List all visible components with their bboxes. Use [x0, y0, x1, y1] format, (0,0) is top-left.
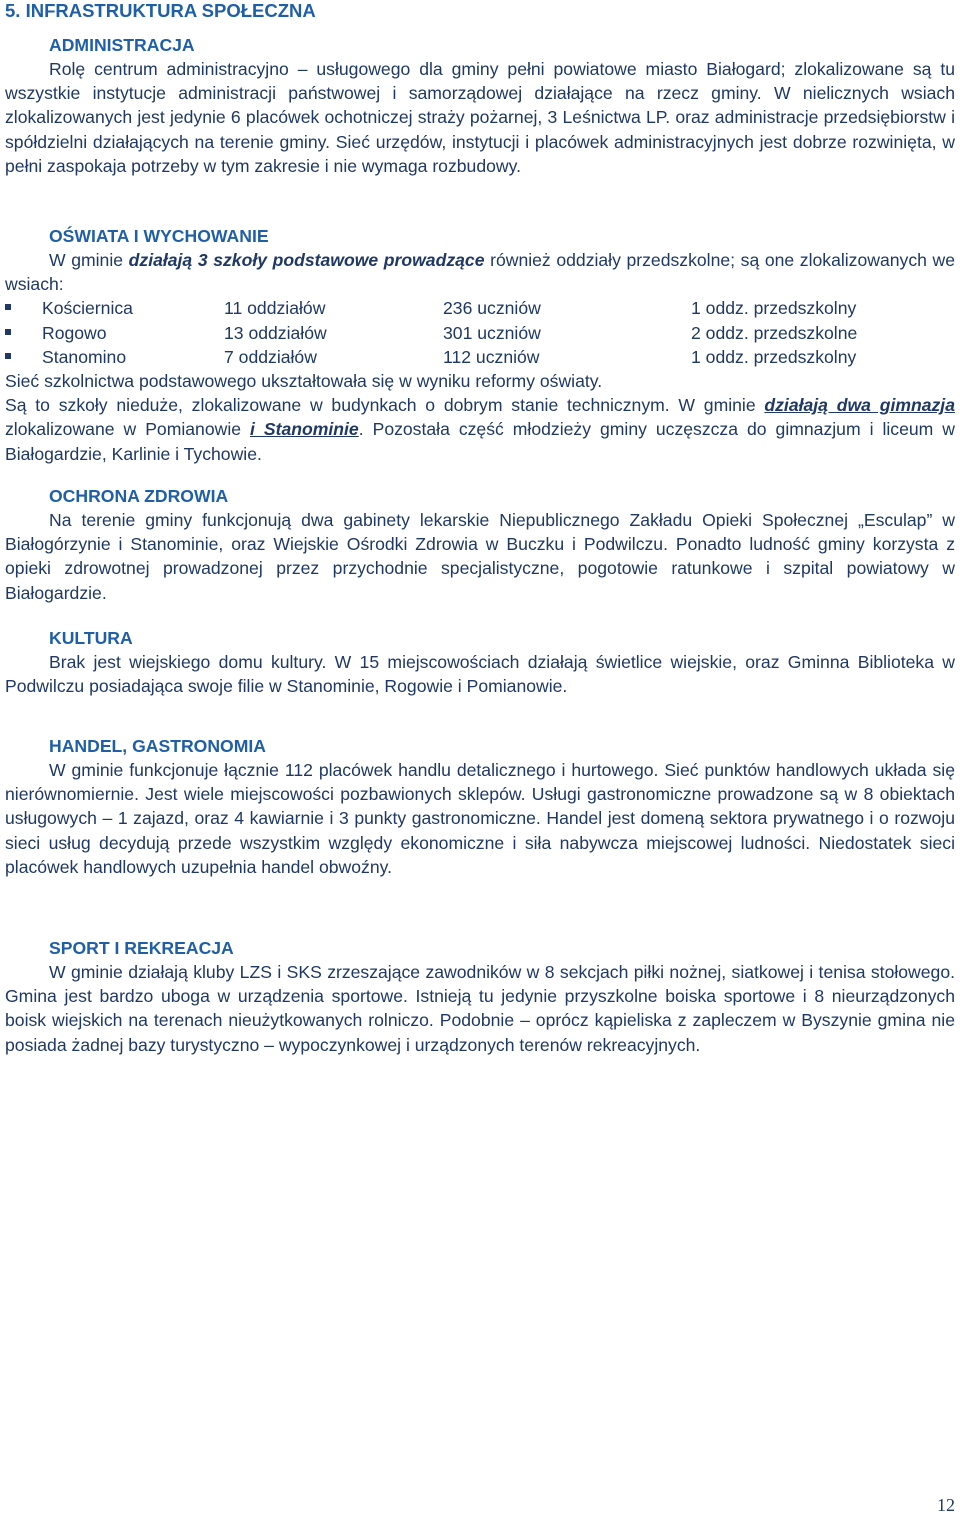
- school-name: Stanomino: [42, 346, 127, 367]
- school-branches: 7 oddziałów: [224, 346, 317, 367]
- school-preschool: 1 oddz. przedszkolny: [691, 346, 857, 367]
- section-zdrowie: [5, 484, 955, 605]
- school-students: 236 uczniów: [443, 298, 541, 319]
- p2-text-a: Są to szkoły nieduże, zlokalizowane w budynkach o dobrym stanie technicznym. W gminie: [5, 395, 765, 416]
- section-kultura: [5, 626, 955, 698]
- paragraph-oswiata-gimnazja: [5, 393, 955, 466]
- list-item: [5, 345, 955, 369]
- section-heading-administracja: ADMINISTRACJA: [49, 35, 195, 55]
- paragraph-handel: W gminie funkcjonuje łącznie 112 placówek handlu detalicznego i hurtowego. Sieć punktów handlowych układa się nierównomiernie. Jest wiele miejscowości pozbawionych sklepów. Usługi gastronomiczne prowadzone są w 8 obiektach usługowych – 1 zajazd, oraz 4 kawiarnie i 3 punkty gastronomiczne. Handel jest domeną sektora prywatnego i o rozwoju sieci usług decydują przede wszystkim względy ekonomiczne i siła nabywcza miejscowej ludności. Niedostatek sieci placówek handlowych uzupełnia handel obwoźny.: [5, 760, 955, 877]
- school-students: 112 uczniów: [443, 346, 540, 367]
- section-administracja: [5, 33, 955, 178]
- intro-text-1: W gminie: [49, 250, 129, 270]
- page-number: 12: [937, 1495, 955, 1515]
- school-list: [5, 296, 955, 369]
- square-bullet-icon: [5, 304, 11, 310]
- section-oswiata: [5, 224, 955, 466]
- section-heading-sport: SPORT I REKREACJA: [49, 938, 234, 958]
- p2-text-e: . Pozostała część młodzieży gminy uczęszcza do gimnazjum i liceum w Białogardzie, Karlinie i Tychowie.: [5, 419, 955, 464]
- section-sport: [5, 936, 955, 1057]
- p2-emphasis-gimnazja: działają dwa gimnazja: [764, 395, 955, 416]
- paragraph-sport: W gminie działają kluby LZS i SKS zrzeszające zawodników w 8 sekcjach piłki nożnej, siatkowej i tenisa stołowego. Gmina jest bardzo uboga w urządzenia sportowe. Istnieją tu jedynie przyszkolne boiska sportowe i 8 nieurządzonych boisk wiejskich na terenach nieużytkowanych rolniczo. Podobnie – oprócz kąpieliska z zapleczem w Byszynie gmina nie posiada żadnej bazy turystyczno – wypoczynkowej i urządzonych terenów rekreacyjnych.: [5, 962, 955, 1055]
- school-name: Rogowo: [42, 322, 107, 343]
- paragraph-oswiata-intro: [5, 248, 955, 296]
- chapter-title: 5. INFRASTRUKTURA SPOŁECZNA: [5, 0, 316, 21]
- section-handel: [5, 734, 955, 879]
- paragraph-administracja: Rolę centrum administracyjno – usługowego dla gminy pełni powiatowe miasto Białogard; zlokalizowane są tu wszystkie instytucje administracji państwowej i samorządowej działające na rzecz gminy. W nielicznych wsiach zlokalizowanych jest jedynie 6 placówek ochotniczej straży pożarnej, 3 Leśnictwa LP. oraz administracje przedsiębiorstw i spółdzielni działających na terenie gminy. Sieć urzędów, instytucji i placówek administracyjnych jest dobrze rozwinięta, w pełni zaspokaja potrzeby w tym zakresie i nie wymaga rozbudowy.: [5, 59, 955, 176]
- school-name: Kościernica: [42, 298, 133, 319]
- school-branches: 11 oddziałów: [224, 298, 326, 319]
- section-heading-zdrowie: OCHRONA ZDROWIA: [49, 486, 229, 506]
- square-bullet-icon: [5, 353, 11, 359]
- section-heading-handel: HANDEL, GASTRONOMIA: [49, 736, 266, 756]
- list-item: [5, 296, 955, 320]
- paragraph-kultura: Brak jest wiejskiego domu kultury. W 15 miejscowościach działają świetlice wiejskie, oraz Gminna Biblioteka w Podwilczu posiadająca swoje filie w Stanominie, Rogowie i Pomianowie.: [5, 652, 955, 697]
- intro-text-2: również oddziały przedszkolne; są one zlokalizowanych we wsiach:: [5, 250, 956, 295]
- list-item: [5, 321, 955, 345]
- p2-text-c: zlokalizowane w Pomianowie: [5, 419, 251, 440]
- section-heading-kultura: KULTURA: [49, 628, 133, 648]
- p2-emphasis-stanomino: i Stanominie: [250, 419, 359, 440]
- school-preschool: 2 oddz. przedszkolne: [691, 322, 858, 343]
- school-students: 301 uczniów: [443, 322, 541, 343]
- intro-emphasis: działają 3 szkoły podstawowe prowadzące: [128, 250, 485, 270]
- section-heading-oswiata: OŚWIATA I WYCHOWANIE: [49, 226, 269, 246]
- paragraph-zdrowie: Na terenie gminy funkcjonują dwa gabinety lekarskie Niepublicznego Zakładu Opieki Społecznej „Esculap” w Białogórzynie i Stanominie, oraz Wiejskie Ośrodki Zdrowia w Buczku i Podwilczu. Ponadto ludność gminy korzysta z opieki zdrowotnej prowadzonej przez przychodnie specjalistyczne, pogotowie ratunkowe i szpital powiatowy w Białogardzie.: [5, 510, 955, 603]
- square-bullet-icon: [5, 329, 11, 335]
- paragraph-oswiata-reform: Sieć szkolnictwa podstawowego ukształtowała się w wyniku reformy oświaty.: [5, 370, 603, 391]
- school-branches: 13 oddziałów: [224, 322, 327, 343]
- school-preschool: 1 oddz. przedszkolny: [691, 298, 857, 319]
